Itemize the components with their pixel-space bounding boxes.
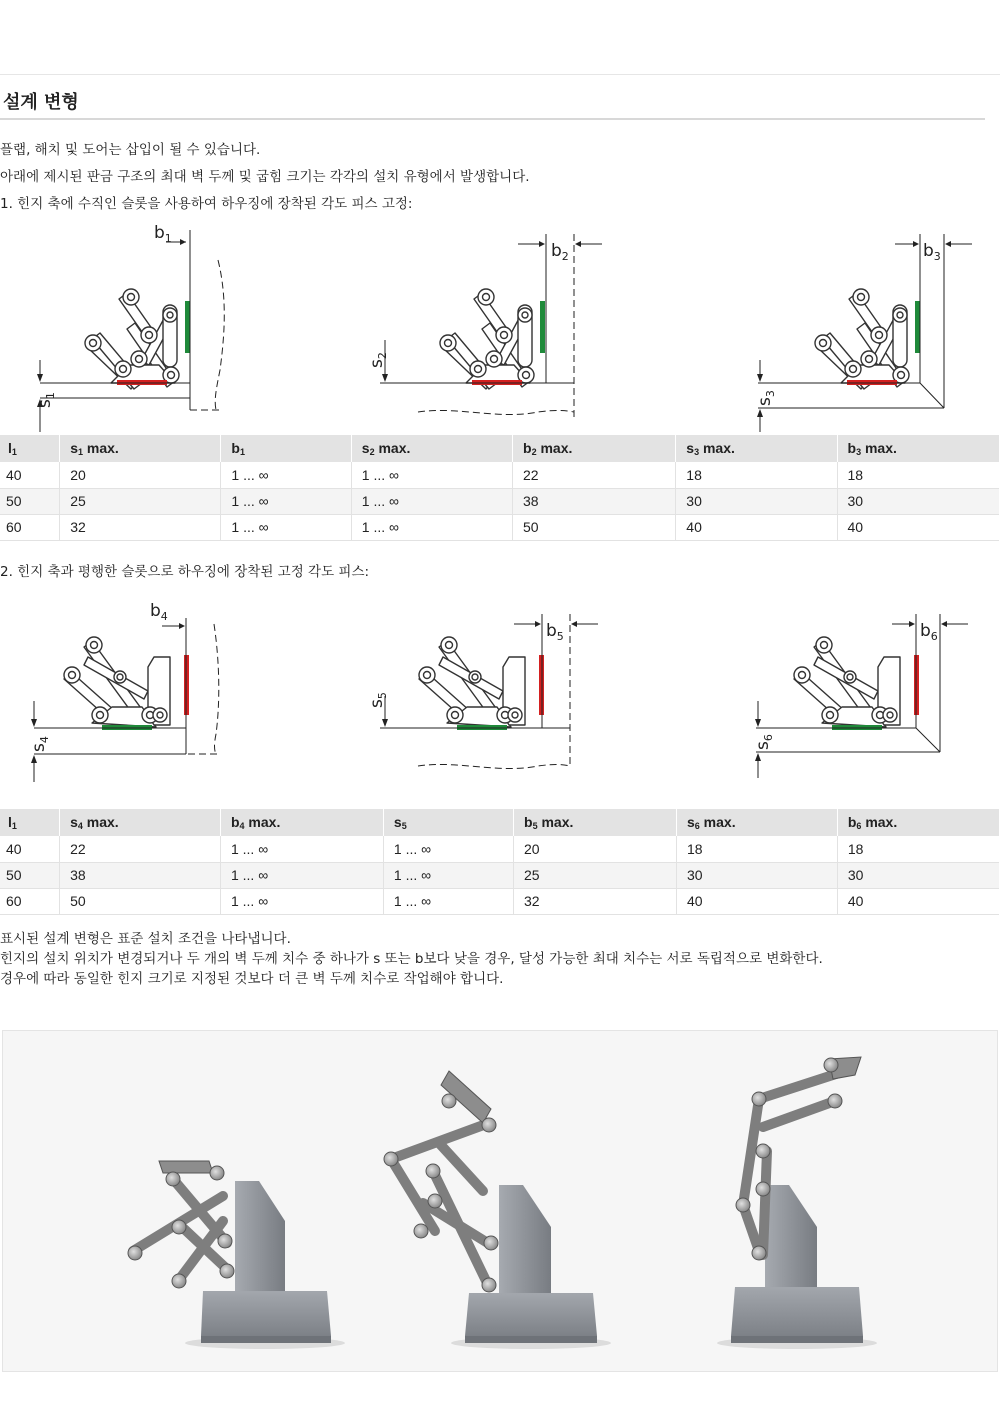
- table-row: [0, 462, 999, 488]
- spec-table-2: [0, 809, 999, 915]
- table-cell: 1 ... ∞: [220, 888, 383, 914]
- table-cell: 50: [0, 488, 60, 514]
- table-cell: 1 ... ∞: [220, 836, 383, 862]
- label-b2: $b_2$: [551, 241, 569, 263]
- column-header: $s_1$ max.: [60, 435, 221, 462]
- table-row: [0, 514, 999, 540]
- table-cell: 1 ... ∞: [221, 462, 351, 488]
- column-header: $l_1$: [0, 435, 60, 462]
- table-cell: 30: [676, 862, 837, 888]
- spec-table-1: [0, 435, 999, 541]
- hinge-photo-3: [717, 1057, 877, 1349]
- hinge-photo-1: [128, 1161, 345, 1349]
- table-cell: 18: [676, 836, 837, 862]
- table-cell: 18: [837, 836, 999, 862]
- intro-line-1: 플랩, 해치 및 도어는 삽입이 될 수 있습니다.: [0, 142, 261, 158]
- label-s1: $s_1$: [35, 392, 57, 408]
- column-header: $s_4$ max.: [60, 809, 221, 836]
- table-cell: 38: [513, 488, 676, 514]
- column-header: $s_2$ max.: [351, 435, 512, 462]
- label-b3: $b_3$: [923, 241, 941, 263]
- product-photo: [2, 1030, 998, 1372]
- label-s5: $s_5$: [367, 692, 389, 708]
- table-cell: 60: [0, 888, 60, 914]
- title-underline: [0, 118, 985, 120]
- table-cell: 40: [837, 514, 999, 540]
- table-cell: 1 ... ∞: [383, 862, 513, 888]
- table-cell: 38: [60, 862, 221, 888]
- label-s4: $s_4$: [29, 736, 51, 752]
- hinge-photo-2: [384, 1071, 611, 1349]
- diagram-variant-1: [0, 220, 1000, 432]
- note-line-2: 힌지의 설치 위치가 변경되거나 두 개의 벽 두께 치수 중 하나가 s 또는 b보다 낮을 경우, 달성 가능한 최대 치수는 서로 독립적으로 변화한다.: [0, 951, 823, 967]
- table-cell: 1 ... ∞: [221, 514, 351, 540]
- label-b4: $b_4$: [150, 601, 168, 623]
- table-cell: 1 ... ∞: [221, 488, 351, 514]
- table-cell: 25: [60, 488, 221, 514]
- table-cell: 25: [514, 862, 677, 888]
- column-header: $b_1$: [221, 435, 351, 462]
- table-cell: 1 ... ∞: [383, 888, 513, 914]
- column-header: $b_4$ max.: [220, 809, 383, 836]
- table-cell: 1 ... ∞: [383, 836, 513, 862]
- note-line-3: 경우에 따라 동일한 힌지 크기로 지정된 것보다 더 큰 벽 두께 치수로 작업해야 합니다.: [0, 971, 504, 987]
- note-line-1: 표시된 설계 변형은 표준 설치 조건을 나타냅니다.: [0, 931, 291, 947]
- table-cell: 40: [676, 514, 837, 540]
- column-header: $s_5$: [383, 809, 513, 836]
- table-row: [0, 888, 999, 914]
- variant-2-title: 2. 힌지 축과 평행한 슬롯으로 하우징에 장착된 고정 각도 피스:: [0, 564, 370, 580]
- table-cell: 1 ... ∞: [351, 488, 512, 514]
- table-cell: 30: [837, 488, 999, 514]
- table-cell: 30: [676, 488, 837, 514]
- table-header-row: [0, 809, 999, 836]
- diagram-variant-2: [0, 596, 1000, 808]
- label-s6: $s_6$: [753, 734, 775, 750]
- label-s3: $s_3$: [755, 390, 777, 406]
- table-cell: 18: [837, 462, 999, 488]
- intro-line-3: 1. 힌지 축에 수직인 슬롯을 사용하여 하우징에 장착된 각도 피스 고정:: [0, 196, 413, 212]
- table-row: [0, 836, 999, 862]
- hinge-photo-illustration: [3, 1031, 998, 1372]
- table-cell: 20: [60, 462, 221, 488]
- column-header: $b_6$ max.: [837, 809, 999, 836]
- section-title: 설계 변형: [3, 92, 79, 113]
- table-row: [0, 862, 999, 888]
- table-cell: 18: [676, 462, 837, 488]
- table-cell: 20: [514, 836, 677, 862]
- table-cell: 40: [0, 462, 60, 488]
- label-b5: $b_5$: [546, 621, 564, 643]
- column-header: $b_3$ max.: [837, 435, 999, 462]
- table-cell: 40: [676, 888, 837, 914]
- table-cell: 50: [60, 888, 221, 914]
- column-header: $b_5$ max.: [514, 809, 677, 836]
- label-b1: $b_1$: [154, 223, 172, 245]
- table-row: [0, 488, 999, 514]
- table-cell: 22: [513, 462, 676, 488]
- column-header: $l_1$: [0, 809, 60, 836]
- column-header: $s_6$ max.: [676, 809, 837, 836]
- table-cell: 60: [0, 514, 60, 540]
- column-header: $s_3$ max.: [676, 435, 837, 462]
- table-cell: 40: [0, 836, 60, 862]
- table-cell: 50: [0, 862, 60, 888]
- table-cell: 30: [837, 862, 999, 888]
- table-cell: 32: [60, 514, 221, 540]
- table-cell: 32: [514, 888, 677, 914]
- label-s2: $s_2$: [367, 352, 389, 368]
- table-cell: 1 ... ∞: [351, 514, 512, 540]
- intro-line-2: 아래에 제시된 판금 구조의 최대 벽 두께 및 굽힘 크기는 각각의 설치 유형에서 발생합니다.: [0, 169, 530, 185]
- table-cell: 40: [837, 888, 999, 914]
- table-cell: 50: [513, 514, 676, 540]
- top-divider: [0, 74, 1000, 75]
- table-cell: 1 ... ∞: [220, 862, 383, 888]
- column-header: $b_2$ max.: [513, 435, 676, 462]
- table-cell: 1 ... ∞: [351, 462, 512, 488]
- table-header-row: [0, 435, 999, 462]
- label-b6: $b_6$: [920, 621, 938, 643]
- table-cell: 22: [60, 836, 221, 862]
